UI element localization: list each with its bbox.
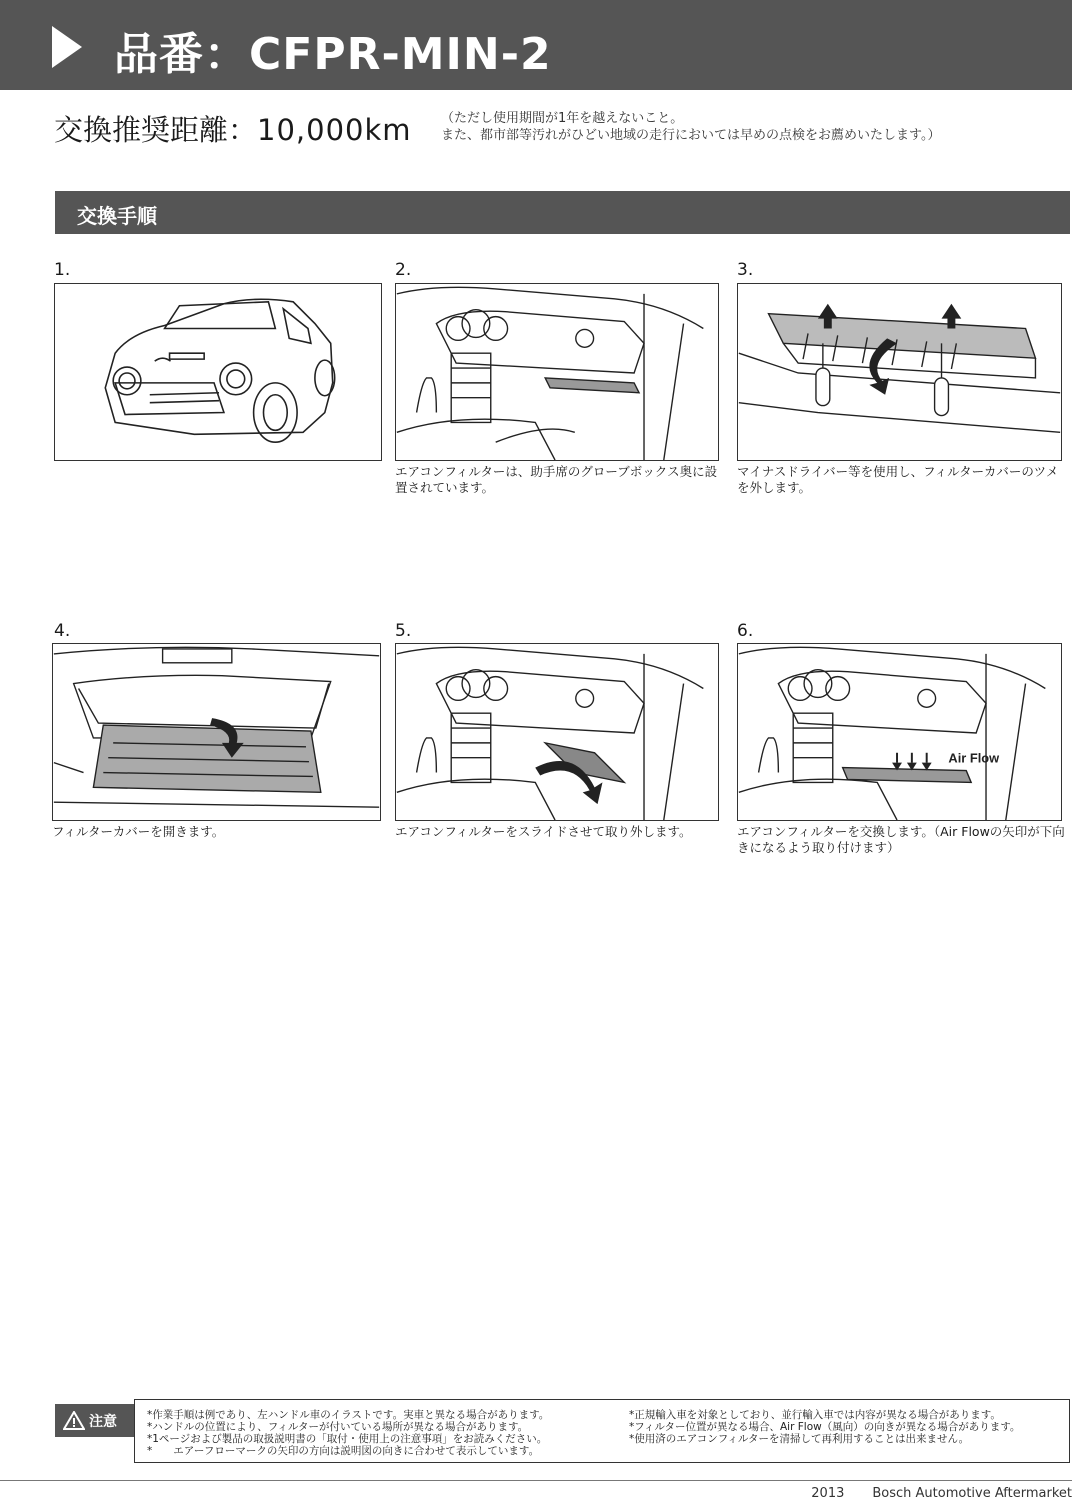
note-item: *作業手順は例であり、左ハンドル車のイラストです。実車と異なる場合があります。	[147, 1409, 550, 1421]
step-1-illustration	[54, 283, 382, 461]
install-filter-airflow-icon	[738, 644, 1061, 820]
play-arrow-icon	[52, 26, 82, 68]
step-number: 4.	[54, 621, 71, 641]
car-icon	[55, 284, 381, 460]
caution-badge	[55, 1404, 135, 1437]
footer	[811, 1486, 1072, 1501]
note-item: *フィルター位置が異なる場合、Air Flow（風向）の向きが異なる場合があります。	[629, 1421, 1021, 1433]
step-number: 2.	[395, 260, 412, 280]
filter-cover-screwdriver-icon	[738, 284, 1061, 460]
product-number-title: 品番：CFPR-MIN-2	[114, 29, 552, 80]
caution-notes	[134, 1399, 1070, 1463]
airflow-label: Air Flow	[948, 750, 1000, 766]
note-item: * エアーフローマークの矢印の方向は説明図の向きに合わせて表示しています。	[147, 1445, 540, 1457]
slide-filter-out-icon	[396, 644, 718, 820]
step-6-illustration	[737, 643, 1062, 821]
footer-year: 2013	[811, 1486, 845, 1501]
distance-note-line: （ただし使用期間が1年を越えないこと。	[441, 111, 684, 126]
open-filter-cover-icon	[53, 644, 380, 820]
step-caption: マイナスドライバー等を使用し、フィルターカバーのツメを外します。	[737, 464, 1059, 495]
distance-note	[441, 110, 940, 144]
step-5-illustration	[395, 643, 719, 821]
section-heading	[55, 191, 1070, 234]
step-number: 3.	[737, 260, 754, 280]
notes-right-list	[629, 1409, 1020, 1445]
step-2-illustration	[395, 283, 719, 461]
title-bar	[0, 0, 1072, 90]
notes-left-list	[147, 1409, 549, 1457]
step-number: 6.	[737, 621, 754, 641]
footer-company: Bosch Automotive Aftermarket	[872, 1486, 1072, 1501]
step-caption: フィルターカバーを開きます。	[52, 824, 225, 839]
dashboard-glovebox-icon	[396, 284, 718, 460]
caution-label: 注意	[89, 1414, 117, 1430]
warning-triangle-icon	[63, 1411, 85, 1430]
recommended-distance	[54, 108, 412, 149]
note-item: *正規輸入車を対象としており、並行輸入車では内容が異なる場合があります。	[629, 1409, 1001, 1421]
step-4-illustration	[52, 643, 381, 821]
note-item: *ハンドルの位置により、フィルターが付いている場所が異なる場合があります。	[147, 1421, 529, 1433]
note-item: *1ページおよび製品の取扱説明書の「取付・使用上の注意事項」をお読みください。	[147, 1433, 548, 1445]
step-caption: エアコンフィルターをスライドさせて取り外します。	[395, 824, 692, 839]
step-number: 1.	[54, 260, 71, 280]
note-item: *使用済のエアコンフィルターを清掃して再利用することは出来ません。	[629, 1433, 970, 1445]
distance-note-line: また、都市部等汚れがひどい地域の走行においては早めの点検をお薦めいたします。）	[441, 128, 941, 143]
distance-value: 10,000km	[257, 113, 412, 147]
step-caption: エアコンフィルターを交換します。（Air Flowの矢印が下向きになるよう取り付けます）	[737, 824, 1065, 855]
section-title: 交換手順	[77, 204, 157, 228]
step-number: 5.	[395, 621, 412, 641]
step-3-illustration	[737, 283, 1062, 461]
distance-label: 交換推奨距離：	[54, 113, 258, 147]
step-caption: エアコンフィルターは、助手席のグローブボックス奥に設置されています。	[395, 464, 718, 495]
footer-divider	[0, 1480, 1072, 1481]
